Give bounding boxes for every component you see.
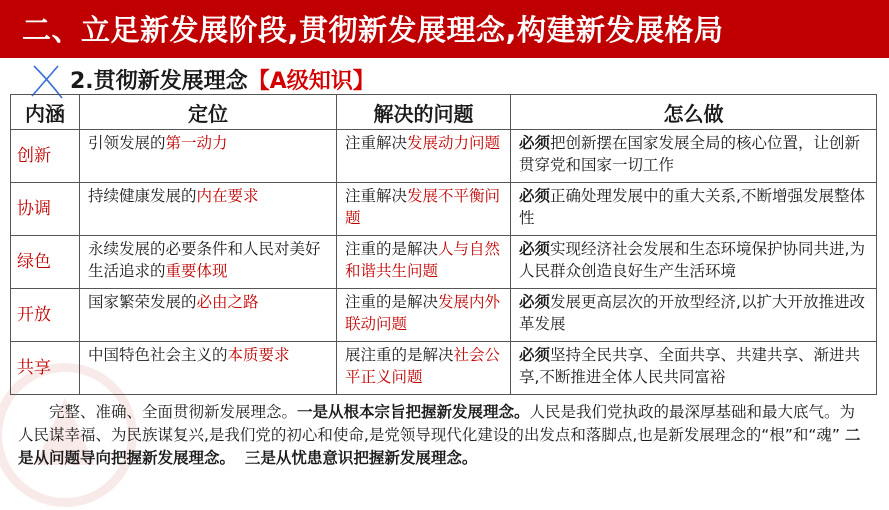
position-text: 永续发展的必要条件和人民对美好生活追求的 [88,240,321,280]
how-cell [511,289,877,342]
problem-text: 注重的是解决 [345,293,439,311]
summary-point-1: 一是从根本宗旨把握新发展理念。 [297,403,530,421]
position-text: 持续健康发展的 [88,187,197,205]
how-cell [511,342,877,395]
how-text: 坚持全民共享、全面共享、共建共享、渐进共享,不断推进全体人民共同富裕 [519,346,861,386]
position-highlight: 必由之路 [196,293,259,311]
column-header-problem: 解决的问题 [337,95,511,130]
problem-cell [337,342,511,395]
column-header-how: 怎么做 [511,95,877,130]
position-highlight: 内在要求 [196,187,259,205]
row-name-cell: 开放 [11,289,80,342]
problem-cell [337,289,511,342]
header-bar [0,0,889,58]
column-header-connotation: 内涵 [11,95,80,130]
problem-highlight: 发展内外联动问题 [345,293,501,333]
table-row [11,342,877,395]
row-name-cell: 创新 [11,130,80,183]
position-cell [80,236,337,289]
how-text: 实现经济社会发展和生态环境保护协同共进,为人民群众创造良好生产生活环境 [519,240,865,280]
position-cell [80,342,337,395]
summary-body: 人民是我们党执政的最深厚基础和最大底气。为人民谋幸福、为民族谋复兴,是我们党的初心和使命,是党领导现代化建设的出发点和落脚点,也是新发展理念的“根”和“魂” [18,403,856,444]
table-row [11,236,877,289]
position-cell [80,130,337,183]
problem-highlight: 发展不平衡问题 [345,187,501,227]
must-label: 必须 [519,187,551,205]
position-text: 引领发展的 [88,134,166,152]
problem-text: 注重的是解决 [345,240,439,258]
position-cell [80,289,337,342]
how-cell [511,236,877,289]
problem-cell [337,236,511,289]
position-text: 中国特色社会主义的 [88,346,228,364]
position-highlight: 重要体现 [165,262,228,280]
how-cell [511,130,877,183]
must-label: 必须 [519,346,551,364]
position-highlight: 本质要求 [227,346,290,364]
table-row [11,289,877,342]
table-row [11,130,877,183]
row-name-cell: 协调 [11,183,80,236]
must-label: 必须 [519,293,551,311]
must-label: 必须 [519,240,551,258]
summary-point-3: 三是从忧患意识把握新发展理念。 [244,449,478,467]
must-label: 必须 [519,134,551,152]
table-header-row [11,95,877,130]
problem-cell [337,130,511,183]
summary-paragraph [18,401,870,470]
how-text: 正确处理发展中的重大关系,不断增强发展整体性 [519,187,865,227]
row-name-cell: 共享 [11,342,80,395]
column-header-position: 定位 [80,95,337,130]
position-text: 国家繁荣发展的 [88,293,197,311]
level-tag: 【A级知识】 [247,69,375,94]
section-title [70,64,375,95]
position-cell [80,183,337,236]
row-name-cell: 绿色 [11,236,80,289]
table-row [11,183,877,236]
how-text: 把创新摆在国家发展全局的核心位置，让创新贯穿党和国家一切工作 [519,134,861,174]
problem-cell [337,183,511,236]
how-text: 发展更高层次的开放型经济,以扩大开放推进改革发展 [519,293,865,333]
concept-table [10,94,877,395]
position-highlight: 第一动力 [165,134,228,152]
section-title-text: 2.贯彻新发展理念 [70,69,248,94]
problem-text: 展注重的是解决 [345,346,454,364]
summary-point-2: 二是从问题导向把握新发展理念。 [18,426,861,467]
problem-text: 注重解决 [345,187,408,205]
summary-intro: 完整、准确、全面贯彻新发展理念。 [49,403,298,421]
problem-highlight: 人与自然和谐共生问题 [345,240,501,280]
problem-highlight: 发展动力问题 [407,134,501,152]
problem-text: 注重解决 [345,134,408,152]
problem-highlight: 社会公平正义问题 [345,346,501,386]
page-title: 二、立足新发展阶段,贯彻新发展理念,构建新发展格局 [22,13,724,47]
how-cell [511,183,877,236]
